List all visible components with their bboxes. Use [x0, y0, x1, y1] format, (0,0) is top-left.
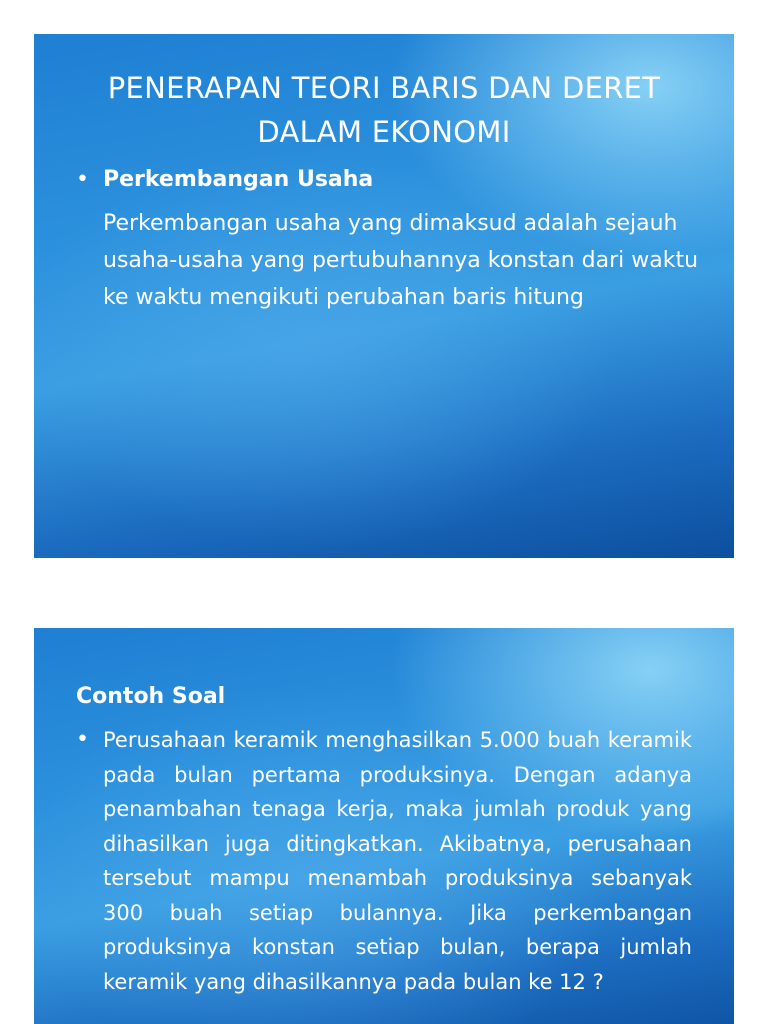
- slide-2: [34, 628, 734, 1024]
- slide-1: [34, 34, 734, 558]
- bullet-heading: Perkembangan Usaha: [103, 167, 374, 192]
- bullet-item: [76, 162, 373, 198]
- bullet-item: [76, 722, 692, 999]
- bullet-paragraph: Perkembangan usaha yang dimaksud adalah sejauh usaha-usaha yang pertubuhannya konstan dari waktu ke waktu mengikuti perubahan baris hitung: [103, 211, 699, 310]
- bullet-dot-icon: •: [76, 167, 89, 192]
- problem-text: Perusahaan keramik menghasilkan 5.000 buah keramik pada bulan pertama produksinya. Dengan adanya penambahan tenaga kerja, maka jumlah produk yang dihasilkan juga ditingkatkan. Akibatnya, perusahaan tersebut mampu menambah produksinya sebanyak 300 buah setiap bulannya. Jika perkembangan produksinya konstan setiap bulan, berapa jumlah keramik yang dihasilkannya pada bulan ke 12 ?: [103, 728, 692, 994]
- bullet-dot-icon: •: [76, 727, 89, 752]
- section-heading: Contoh Soal: [76, 684, 226, 709]
- slide-title: PENERAPAN TEORI BARIS DAN DERET DALAM EKONOMI: [107, 71, 661, 149]
